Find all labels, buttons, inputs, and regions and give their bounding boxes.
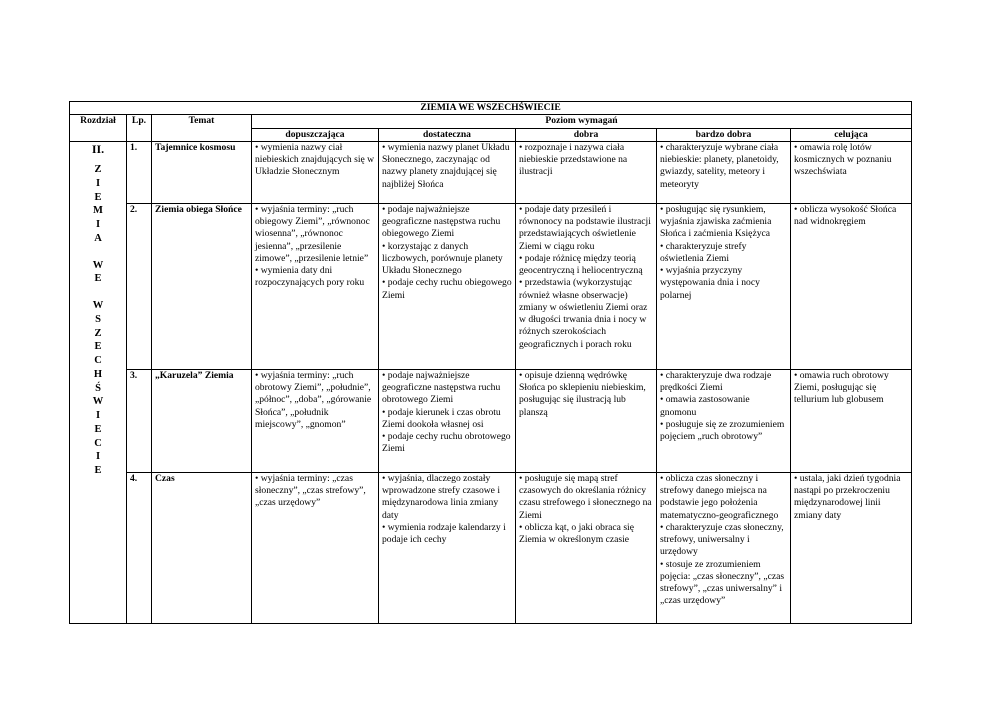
requirement-cell-dopuszczająca: [252, 369, 379, 472]
requirement-cell-dopuszczająca: [252, 472, 379, 623]
section-cell: [70, 141, 127, 623]
requirement-cell-dostateczna: [379, 203, 516, 369]
row-number: 1.: [127, 141, 152, 203]
requirement-item: • posługując się rysunkiem, wyjaśnia zjawiska zaćmienia Słońca i zaćmienia Księżyca: [660, 203, 772, 240]
section-letter: Ś: [95, 382, 101, 394]
requirement-item: • wyjaśnia przyczyny występowania dnia i nocy polarnej: [660, 265, 760, 301]
requirement-item: • wymienia nazwy ciał niebieskich znajdujących się w Układzie Słonecznym: [255, 141, 375, 178]
requirement-item: • charakteryzuje wybrane ciała niebieskie: planety, planetoidy, gwiazdy, satelity, meteory i meteoryty: [660, 141, 779, 190]
table-title: ZIEMIA WE WSZECHŚWIECIE: [70, 102, 912, 115]
row-topic: „Karuzela” Ziemia: [152, 369, 252, 472]
requirement-item: • przedstawia (wykorzystując również własne obserwacje) zmiany w oświetleniu Ziemi oraz w długości trwania dnia i nocy w różnych szerokościach geograficznych i porach roku: [519, 277, 648, 350]
header-level-2: dobra: [516, 128, 657, 141]
section-letter: E: [94, 465, 102, 477]
requirement-cell-dobra: [516, 369, 657, 472]
requirement-item: • korzystając z danych liczbowych, porównuje planety Układu Słonecznego: [382, 240, 503, 277]
requirement-item: • wyjaśnia terminy: „ruch obiegowy Ziemi”, „równonoc wiosenna”, „równonoc jesienna”, „przesilenie zimowe”, „przesilenie letnie”: [255, 203, 370, 264]
requirements-table: [69, 101, 912, 624]
section-letter: E: [94, 341, 102, 353]
section-letter: E: [94, 273, 102, 285]
row-number: 3.: [127, 369, 152, 472]
requirement-item: • posługuje się mapą stref czasowych do określania różnicy czasu strefowego i słonecznego na Ziemi: [519, 472, 652, 521]
header-poziom-wymagan: Poziom wymagań: [252, 115, 912, 128]
requirement-item: • stosuje ze zrozumieniem pojęcia: „czas słoneczny”, „czas strefowy”, „czas uniwersalny” i „czas urzędowy”: [660, 558, 785, 607]
section-letter: M: [93, 205, 103, 217]
requirement-cell-dostateczna: [379, 472, 516, 623]
requirement-cell-dobra: [516, 472, 657, 623]
requirement-item: • opisuje dzienną wędrówkę Słońca po sklepieniu niebieskim, posługując się ilustracją lub planszą: [519, 369, 646, 418]
requirement-cell-dostateczna: [379, 369, 516, 472]
section-letter: H: [93, 368, 103, 380]
requirement-item: • rozpoznaje i nazywa ciała niebieskie przedstawione na ilustracji: [519, 141, 628, 178]
table-row: [70, 203, 912, 369]
requirement-cell-bardzo-dobra: [657, 472, 791, 623]
section-vertical-title: [73, 163, 123, 478]
row-number: 4.: [127, 472, 152, 623]
row-number: 2.: [127, 203, 152, 369]
requirement-cell-dostateczna: [379, 141, 516, 203]
table-row: [70, 472, 912, 623]
requirement-item: • oblicza kąt, o jaki obraca się Ziemia w określonym czasie: [519, 521, 634, 546]
header-level-1: dostateczna: [379, 128, 516, 141]
section-letter: Z: [94, 164, 102, 176]
requirement-item: • wyjaśnia terminy: „ruch obrotowy Ziemi”, „południe”, „północ”, „doba”, „górowanie Słońca”, „południk miejscowy”, „gnomon”: [255, 369, 372, 430]
requirement-item: • posługuje się ze zrozumieniem pojęciem „ruch obrotowy”: [660, 418, 785, 443]
section-letter: W: [92, 259, 104, 271]
requirement-item: • podaje najważniejsze geograficzne następstwa ruchu obrotowego Ziemi: [382, 369, 501, 406]
requirement-cell-dobra: [516, 141, 657, 203]
requirement-item: • podaje daty przesileń i równonocy na podstawie ilustracji przedstawiających oświetlenie Ziemi w ciągu roku: [519, 203, 651, 252]
requirement-cell-dopuszczająca: [252, 141, 379, 203]
section-letter: W: [92, 300, 104, 312]
requirement-item: • podaje cechy ruchu obrotowego Ziemi: [382, 431, 511, 455]
section-letter: W: [92, 396, 104, 408]
requirement-item: • podaje najważniejsze geograficzne następstwa ruchu obiegowego Ziemi: [382, 203, 501, 240]
header-level-4: celująca: [791, 128, 912, 141]
section-letter: Z: [94, 327, 102, 339]
section-letter: C: [94, 437, 102, 449]
section-letter: I: [95, 410, 101, 422]
requirement-cell-celująca: [791, 369, 912, 472]
requirement-cell-celująca: [791, 472, 912, 623]
requirement-cell-bardzo-dobra: [657, 203, 791, 369]
header-level-0: dopuszczająca: [252, 128, 379, 141]
section-letter: E: [94, 191, 102, 203]
section-letter: I: [95, 451, 101, 463]
requirement-item: • omawia rolę lotów kosmicznych w poznaniu wszechświata: [794, 141, 892, 178]
requirement-item: • wymienia nazwy planet Układu Słonecznego, zaczynając od nazwy planety znajdującej się najbliżej Słońca: [382, 141, 510, 190]
header-temat: Temat: [152, 115, 252, 142]
row-topic: Tajemnice kosmosu: [152, 141, 252, 203]
requirement-item: • oblicza wysokość Słońca nad widnokręgiem: [794, 203, 897, 228]
requirement-item: • podaje różnicę między teorią geocentryczną i heliocentryczną: [519, 252, 643, 277]
table-row: [70, 369, 912, 472]
section-letter: S: [95, 313, 101, 325]
row-topic: Ziemia obiega Słońce: [152, 203, 252, 369]
requirement-item: • podaje kierunek i czas obrotu Ziemi dookoła własnej osi: [382, 406, 501, 430]
requirement-cell-dobra: [516, 203, 657, 369]
row-topic: Czas: [152, 472, 252, 623]
requirement-item: • ustala, jaki dzień tygodnia nastąpi po przekroczeniu międzynarodowej linii zmiany daty: [794, 472, 901, 521]
requirement-item: • charakteryzuje strefy oświetlenia Ziemi: [660, 240, 747, 264]
requirement-cell-celująca: [791, 141, 912, 203]
requirement-item: • charakteryzuje czas słoneczny, strefowy, uniwersalny i urzędowy: [660, 521, 784, 558]
header-level-3: bardzo dobra: [657, 128, 791, 141]
requirement-item: • wymienia daty dni rozpoczynających pory roku: [255, 265, 365, 289]
requirement-item: • wyjaśnia, dlaczego zostały wprowadzone strefy czasowe i międzynarodowa linia zmiany daty: [382, 472, 501, 521]
section-letter: E: [94, 423, 102, 435]
requirement-item: • omawia ruch obrotowy Ziemi, posługując się tellurium lub globusem: [794, 369, 889, 406]
section-letter: I: [95, 219, 101, 231]
header-lp: Lp.: [127, 115, 152, 142]
requirement-item: • omawia zastosowanie gnomonu: [660, 394, 750, 418]
section-letter: C: [94, 355, 102, 367]
requirement-item: • wymienia rodzaje kalendarzy i podaje ich cechy: [382, 521, 506, 546]
requirement-cell-dopuszczająca: [252, 203, 379, 369]
header-rozdzial: Rozdział: [70, 115, 127, 142]
requirement-item: • charakteryzuje dwa rodzaje prędkości Ziemi: [660, 369, 772, 394]
requirement-item: • podaje cechy ruchu obiegowego Ziemi: [382, 277, 512, 301]
section-letter: I: [95, 177, 101, 189]
requirement-cell-bardzo-dobra: [657, 369, 791, 472]
requirement-cell-bardzo-dobra: [657, 141, 791, 203]
section-roman-numeral: II.: [91, 141, 105, 156]
section-letter: A: [94, 232, 102, 244]
requirement-cell-celująca: [791, 203, 912, 369]
requirement-item: • wyjaśnia terminy: „czas słoneczny”, „czas strefowy”, „czas urzędowy”: [255, 472, 366, 509]
table-row: [70, 141, 912, 203]
requirement-item: • oblicza czas słoneczny i strefowy danego miejsca na podstawie jego położenia matematyczno-geograficznego: [660, 472, 779, 521]
